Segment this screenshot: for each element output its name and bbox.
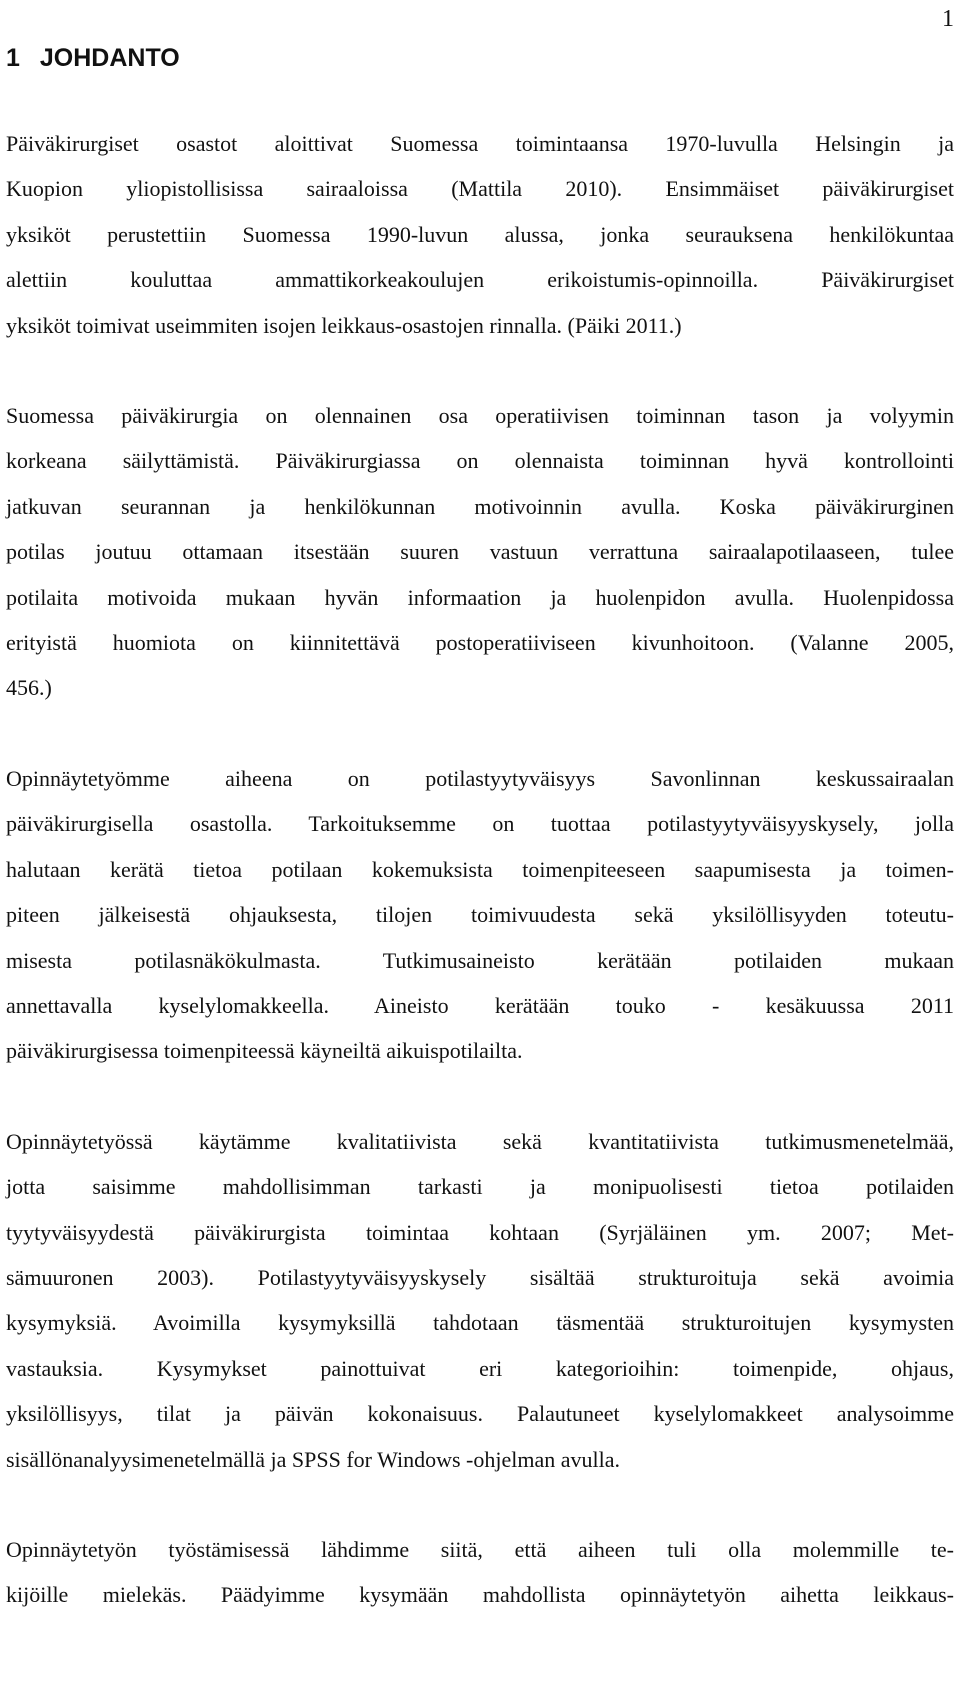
text-line: päiväkirurgisella osastolla. Tarkoituksemme on tuottaa potilastyytyväisyyskysely, jolla bbox=[6, 811, 954, 837]
paragraph-1 bbox=[6, 121, 954, 348]
text-line: päiväkirurgisessa toimenpiteessä käyneiltä aikuispotilailta. bbox=[6, 1038, 523, 1064]
text-line: tyytyväisyydestä päiväkirurgista toimintaa kohtaan (Syrjäläinen ym. 2007; Met- bbox=[6, 1219, 954, 1245]
text-line: erityistä huomiota on kiinnitettävä postoperatiiviseen kivunhoitoon. (Valanne 2005, bbox=[6, 630, 954, 656]
chapter-heading bbox=[6, 44, 180, 73]
text-line: misesta potilasnäkökulmasta. Tutkimusaineisto kerätään potilaiden mukaan bbox=[6, 947, 954, 973]
paragraph-2 bbox=[6, 393, 954, 711]
paragraph-5 bbox=[6, 1527, 954, 1618]
text-line: Opinnäytetyön työstämisessä lähdimme siitä, että aiheen tuli olla molemmille te- bbox=[6, 1536, 954, 1562]
text-line: sisällönanalyysimenetelmällä ja SPSS for Windows -ohjelman avulla. bbox=[6, 1446, 621, 1472]
text-line: yksilöllisyys, tilat ja päivän kokonaisuus. Palautuneet kyselylomakkeet analysoimme bbox=[6, 1401, 954, 1427]
text-line: sämuuronen 2003). Potilastyytyväisyyskysely sisältää strukturoituja sekä avoimia bbox=[6, 1264, 954, 1290]
paragraph-3 bbox=[6, 756, 954, 1074]
text-line: korkeana säilyttämistä. Päiväkirurgiassa on olennaista toiminnan hyvä kontrollointi bbox=[6, 448, 954, 474]
text-line: yksiköt toimivat useimmiten isojen leikkaus-osastojen rinnalla. (Päiki 2011.) bbox=[6, 312, 682, 338]
text-line: vastauksia. Kysymykset painottuivat eri kategorioihin: toimenpide, ohjaus, bbox=[6, 1355, 954, 1381]
text-line: Päiväkirurgiset osastot aloittivat Suomessa toimintaansa 1970-luvulla Helsingin ja bbox=[6, 131, 954, 156]
chapter-title: JOHDANTO bbox=[39, 44, 180, 72]
text-line: potilaita motivoida mukaan hyvän informaation ja huolenpidon avulla. Huolenpidossa bbox=[6, 584, 954, 610]
text-line: Suomessa päiväkirurgia on olennainen osa operatiivisen toiminnan tason ja volyymin bbox=[6, 403, 954, 429]
text-line: jatkuvan seurannan ja henkilökunnan motivoinnin avulla. Koska päiväkirurginen bbox=[6, 493, 954, 519]
body-text bbox=[6, 121, 954, 1663]
page-number: 1 bbox=[942, 6, 954, 32]
text-line: jotta saisimme mahdollisimman tarkasti ja monipuolisesti tietoa potilaiden bbox=[6, 1174, 954, 1200]
text-line: potilas joutuu ottamaan itsestään suuren vastuun verrattuna sairaalapotilaaseen, tulee bbox=[6, 539, 954, 565]
text-line: 456.) bbox=[6, 675, 52, 701]
chapter-number: 1 bbox=[6, 44, 20, 72]
paragraph-4 bbox=[6, 1119, 954, 1482]
text-line: halutaan kerätä tietoa potilaan kokemuksista toimenpiteeseen saapumisesta ja toimen- bbox=[6, 856, 954, 882]
text-line: alettiin kouluttaa ammattikorkeakoulujen erikoistumis-opinnoilla. Päiväkirurgiset bbox=[6, 267, 954, 293]
text-line: kysymyksiä. Avoimilla kysymyksillä tahdotaan täsmentää strukturoitujen kysymysten bbox=[6, 1310, 954, 1336]
text-line: yksiköt perustettiin Suomessa 1990-luvun alussa, jonka seurauksena henkilökuntaa bbox=[6, 221, 954, 247]
text-line: Opinnäytetyömme aiheena on potilastyytyväisyys Savonlinnan keskussairaalan bbox=[6, 765, 954, 791]
text-line: annettavalla kyselylomakkeella. Aineisto kerätään touko - kesäkuussa 2011 bbox=[6, 992, 954, 1018]
text-line: piteen jälkeisestä ohjauksesta, tilojen toimivuudesta sekä yksilöllisyyden toteutu- bbox=[6, 902, 954, 928]
text-line: Kuopion yliopistollisissa sairaaloissa (Mattila 2010). Ensimmäiset päiväkirurgiset bbox=[6, 176, 954, 202]
text-line: Opinnäytetyössä käytämme kvalitatiivista sekä kvantitatiivista tutkimusmenetelmää, bbox=[6, 1128, 954, 1154]
text-line: kijöille mielekäs. Päädyimme kysymään mahdollista opinnäytetyön aihetta leikkaus- bbox=[6, 1582, 954, 1608]
